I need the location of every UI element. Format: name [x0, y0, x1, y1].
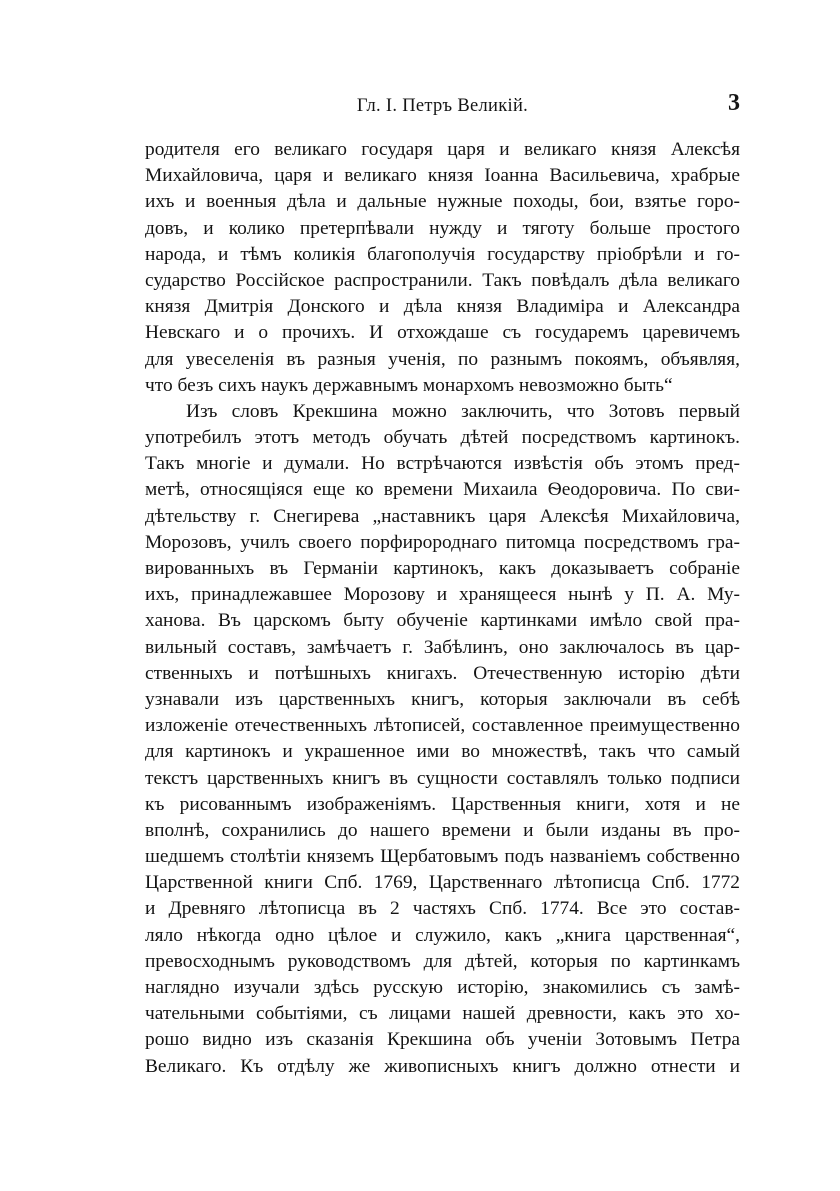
text-line: народа, и тѣмъ коликія благополучія государству пріобрѣли и го-: [145, 243, 740, 265]
text-line: къ рисованнымъ изображеніямъ. Царственныя книги, хотя и не: [145, 793, 740, 815]
text-line: вильный составъ, замѣчаетъ г. Забѣлинъ, оно заключалось въ цар-: [145, 636, 740, 658]
text-line: для увеселенія въ разныя ученія, по разнымъ покоямъ, объявляя,: [145, 348, 740, 370]
text-line: Такъ многіе и думали. Но встрѣчаются извѣстія объ этомъ пред-: [145, 453, 740, 475]
text-line: Михайловича, царя и великаго князя Іоанна Васильевича, храбрые: [145, 165, 740, 187]
text-line: шедшемъ столѣтіи княземъ Щербатовымъ подъ названіемъ собственно: [145, 846, 740, 868]
text-line: наглядно изучали здѣсь русскую исторію, знакомились съ замѣ-: [145, 977, 740, 998]
page-header: [145, 86, 740, 126]
text-line: ихъ, принадлежавшее Морозову и хранящееся нынѣ у П. А. Му-: [145, 584, 740, 606]
body-text: [145, 137, 740, 1080]
text-line: Великаго. Къ отдѣлу же живописныхъ книгъ должно отнести и: [145, 1055, 740, 1077]
text-line: дѣтельству г. Снегирева „наставникъ царя Алексѣя Михайловича,: [145, 505, 740, 527]
text-line: ляло нѣкогда одно цѣлое и служило, какъ „книга царственная“,: [145, 924, 740, 946]
text-line: Царственной книги Спб. 1769, Царственнаго лѣтописца Спб. 1772: [145, 872, 740, 894]
text-line: рошо видно изъ сказанія Крекшина объ ученіи Зотовымъ Петра: [145, 1029, 740, 1051]
text-line: текстъ царственныхъ книгъ въ сущности составлялъ только подписи: [145, 767, 740, 789]
text-line: метѣ, относящіяся еще ко времени Михаила Ѳеодоровича. По сви-: [145, 479, 740, 501]
text-line: и Древняго лѣтописца въ 2 частяхъ Спб. 1774. Все это состав-: [145, 898, 740, 920]
text-line: сударство Россійское распространили. Такъ повѣдалъ дѣла великаго: [145, 269, 740, 291]
paragraph-1: [145, 137, 740, 399]
text-line: для картинокъ и украшенное ими во множествѣ, такъ что самый: [145, 741, 740, 763]
text-line: ихъ и военныя дѣла и дальные нужные походы, бои, взятье горо-: [145, 191, 740, 213]
running-title: Гл. I. Петръ Великій.: [356, 96, 529, 116]
text-line: употребилъ этотъ методъ обучать дѣтей посредствомъ картинокъ.: [145, 427, 740, 449]
text-line: ханова. Въ царскомъ быту обученіе картинками имѣло свой пра-: [145, 610, 740, 632]
text-line: родителя его великаго государя царя и великаго князя Алексѣя: [145, 139, 740, 160]
text-line: вполнѣ, сохранились до нашего времени и были изданы въ про-: [145, 819, 740, 841]
text-line: Морозовъ, училъ своего порфиророднаго питомца посредствомъ гра-: [145, 531, 740, 553]
text-line: узнавали изъ царственныхъ книгъ, которыя заключали въ себѣ: [145, 688, 740, 710]
text-line: Невскаго и о прочихъ. И отхождаше съ государемъ царевичемъ: [145, 322, 740, 344]
text-line: чательными событіями, съ лицами нашей древности, какъ это хо-: [145, 1003, 740, 1025]
text-line: превосходнымъ руководствомъ для дѣтей, которыя по картинкамъ: [145, 950, 740, 972]
paragraph-2: [145, 399, 740, 1080]
text-line: князя Дмитрія Донского и дѣла князя Владиміра и Александра: [145, 296, 740, 318]
text-line: ственныхъ и потѣшныхъ книгахъ. Отечественную исторію дѣти: [145, 662, 740, 684]
text-line: изложеніе отечественныхъ лѣтописей, составленное преимущественно: [145, 715, 740, 737]
text-line: что безъ сихъ наукъ державнымъ монархомъ невозможно быть“: [145, 374, 673, 396]
page-number: 3: [728, 90, 740, 116]
text-line: довъ, и колико претерпѣвали нужду и тяготу больше простого: [145, 217, 740, 239]
text-line: Изъ словъ Крекшина можно заключить, что Зотовъ первый: [186, 400, 740, 422]
text-line: вированныхъ въ Германіи картинокъ, какъ доказываетъ собраніе: [145, 558, 740, 579]
